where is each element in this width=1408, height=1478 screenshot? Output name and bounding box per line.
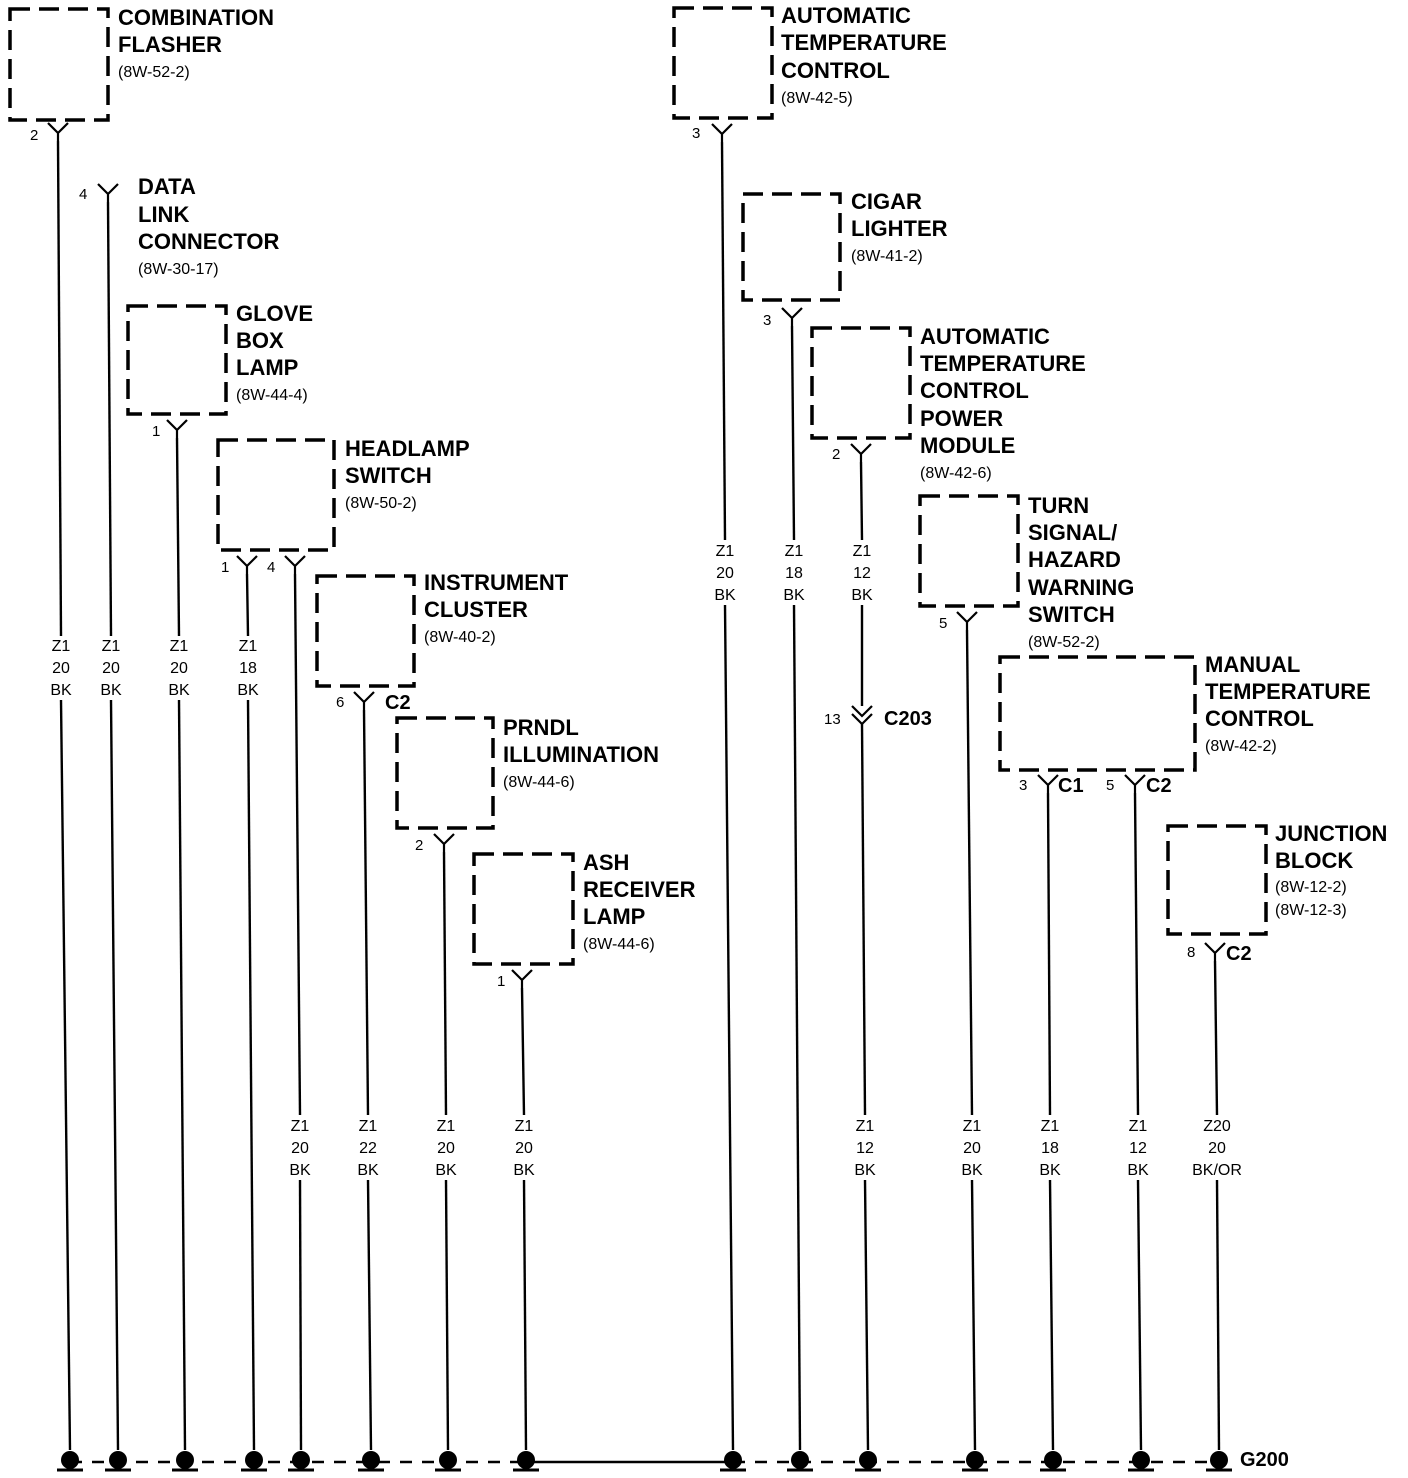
- c203-pin-number: 13: [824, 711, 841, 728]
- wire-color: BK: [1039, 1162, 1061, 1179]
- mtc-c1-pin-number: 3: [1019, 777, 1028, 794]
- headlamp-switch-box: [218, 440, 334, 550]
- wire-color: BK: [168, 682, 190, 699]
- prndl-pin-number: 2: [415, 837, 424, 854]
- wire-color: BK: [435, 1162, 457, 1179]
- splice-dot: [1132, 1451, 1150, 1469]
- atc-power-module-box: [812, 328, 910, 438]
- wire-gauge: 20: [437, 1140, 455, 1157]
- wire-line: [108, 202, 111, 636]
- wire-line: [300, 1180, 301, 1450]
- wire-color: BK: [961, 1162, 983, 1179]
- turn-signal-hazard-switch-box: [920, 496, 1018, 606]
- automatic-temperature-control-box: [674, 8, 772, 118]
- mtc-c2-pin-connector-icon: [1125, 775, 1145, 793]
- wire-circuit: Z1: [962, 1118, 982, 1135]
- cluster-connector-id: C2: [385, 692, 411, 714]
- prndl-illumination-label: PRNDL ILLUMINATION: [503, 715, 660, 767]
- wire-line: [248, 700, 254, 1450]
- prndl-illumination-box: [397, 718, 493, 828]
- wire-line: [444, 852, 446, 1115]
- manual-temperature-control-label: MANUAL TEMPERATURE CONTROL: [1205, 652, 1371, 731]
- junction-block-ref: (8W-12-2): [1275, 879, 1347, 896]
- wire-gauge: 20: [963, 1140, 981, 1157]
- wire-gauge: 22: [359, 1140, 377, 1157]
- data-link-connector-label: DATA LINK CONNECTOR: [138, 174, 280, 254]
- atc-pin-number: 3: [692, 125, 701, 142]
- mtc-c1-pin-connector-icon: [1038, 775, 1058, 793]
- splice-points: [57, 1451, 1232, 1470]
- flasher-pin-connector-icon: [48, 123, 68, 141]
- wire-gauge: 20: [52, 660, 70, 677]
- wire-circuit: Z1: [101, 638, 121, 655]
- automatic-temperature-control-ref: (8W-42-5): [781, 90, 853, 107]
- wire-line: [111, 700, 118, 1450]
- wire-line: [295, 574, 300, 1115]
- wire-circuit: Z20: [1203, 1118, 1231, 1135]
- splice-dot: [245, 1451, 263, 1469]
- jb-pin-connector-icon: [1205, 943, 1225, 961]
- wire-gauge: 20: [716, 565, 734, 582]
- wire-line: [1135, 793, 1138, 1115]
- wire-circuit: Z1: [290, 1118, 310, 1135]
- wire-line: [725, 605, 733, 1450]
- splice-dot: [109, 1451, 127, 1469]
- glove-pin-connector-icon: [167, 420, 187, 438]
- splice-dot: [966, 1451, 984, 1469]
- wire-color: BK: [854, 1162, 876, 1179]
- combination-flasher-ref: (8W-52-2): [118, 64, 190, 81]
- wire-color: BK: [513, 1162, 535, 1179]
- automatic-temperature-control-label: AUTOMATIC TEMPERATURE CONTROL: [781, 3, 947, 83]
- wire-gauge: 20: [291, 1140, 309, 1157]
- wire-line: [522, 988, 524, 1115]
- wire-line: [967, 630, 972, 1115]
- cluster-pin-connector-icon: [354, 692, 374, 710]
- jb-pin-number: 8: [1187, 944, 1196, 961]
- ash-pin-number: 1: [497, 973, 506, 990]
- cigar-pin-connector-icon: [782, 308, 802, 326]
- wire-circuit: Z1: [715, 543, 735, 560]
- headlamp-pin1-connector-icon: [237, 556, 257, 574]
- turn-pin-number: 5: [939, 615, 948, 632]
- wire-line: [792, 326, 794, 540]
- splice-dot: [292, 1451, 310, 1469]
- wire-line: [1217, 1180, 1219, 1450]
- wire-line: [1050, 1180, 1053, 1450]
- mtc-c2-pin-number: 5: [1106, 777, 1115, 794]
- cluster-pin-number: 6: [336, 694, 345, 711]
- wire-gauge: 18: [785, 565, 803, 582]
- headlamp-pin4-connector-icon: [285, 556, 305, 574]
- headlamp-switch-ref: (8W-50-2): [345, 495, 417, 512]
- turn-pin-connector-icon: [957, 612, 977, 630]
- wire-line: [524, 1180, 526, 1450]
- turn-signal-hazard-switch-label: TURN SIGNAL/ HAZARD WARNING SWITCH: [1028, 493, 1135, 627]
- wire-line: [862, 724, 865, 1115]
- wire-gauge: 18: [1041, 1140, 1059, 1157]
- splice-dot: [791, 1451, 809, 1469]
- combination-flasher-label: COMBINATION FLASHER: [118, 5, 275, 57]
- wire-line: [364, 710, 368, 1115]
- splice-dot: [724, 1451, 742, 1469]
- glove-pin-number: 1: [152, 423, 161, 440]
- wire-line: [1048, 793, 1050, 1115]
- wire-line: [722, 142, 725, 540]
- wire-line: [1215, 961, 1217, 1115]
- wire-color: BK: [1127, 1162, 1149, 1179]
- splice-dot: [859, 1451, 877, 1469]
- wire-line: [794, 605, 800, 1450]
- wire-color: BK: [237, 682, 259, 699]
- wire-line: [861, 462, 862, 540]
- instrument-cluster-ref: (8W-40-2): [424, 629, 496, 646]
- wire-circuit: Z1: [514, 1118, 534, 1135]
- wire-circuit: Z1: [238, 638, 258, 655]
- mtc-c2-connector-id: C2: [1146, 775, 1172, 797]
- prndl-illumination-ref: (8W-44-6): [503, 774, 575, 791]
- headlamp-pin4-number: 4: [267, 559, 276, 576]
- wire-circuit: Z1: [436, 1118, 456, 1135]
- wire-color: BK: [50, 682, 72, 699]
- c203-inline-connector-icon: [852, 706, 872, 724]
- splice-dot: [1210, 1451, 1228, 1469]
- ash-pin-connector-icon: [512, 970, 532, 988]
- junction-block-box: [1168, 826, 1266, 934]
- atc-pin-connector-icon: [712, 124, 732, 142]
- wire-line: [446, 1180, 448, 1450]
- combination-flasher-box: [10, 9, 108, 120]
- wire-gauge: 20: [102, 660, 120, 677]
- wire-color: BK: [100, 682, 122, 699]
- headlamp-switch-label: HEADLAMP SWITCH: [345, 436, 470, 488]
- splice-dot: [439, 1451, 457, 1469]
- wire-color: BK: [289, 1162, 311, 1179]
- wire-gauge: 12: [1129, 1140, 1147, 1157]
- wire-circuit: Z1: [358, 1118, 378, 1135]
- manual-temperature-control-ref: (8W-42-2): [1205, 738, 1277, 755]
- wire-color: BK: [714, 587, 736, 604]
- instrument-cluster-label: INSTRUMENT CLUSTER: [424, 570, 569, 622]
- cigar-lighter-label: CIGAR LIGHTER: [851, 189, 948, 241]
- wire-circuit: Z1: [51, 638, 71, 655]
- atc-power-module-label: AUTOMATIC TEMPERATURE CONTROL POWER MODULE: [920, 324, 1086, 458]
- glove-box-lamp-ref: (8W-44-4): [236, 387, 308, 404]
- wire-color: BK: [783, 587, 805, 604]
- ash-receiver-lamp-box: [474, 854, 573, 964]
- cigar-pin-number: 3: [763, 312, 772, 329]
- splice-dot: [1044, 1451, 1062, 1469]
- wire-line: [865, 1180, 868, 1450]
- wire-gauge: 12: [853, 565, 871, 582]
- headlamp-pin1-number: 1: [221, 559, 230, 576]
- ash-receiver-lamp-label: ASH RECEIVER LAMP: [583, 850, 696, 929]
- wire-line: [177, 438, 179, 636]
- instrument-cluster-box: [317, 576, 414, 686]
- wire-circuit: Z1: [169, 638, 189, 655]
- mtc-c1-connector-id: C1: [1058, 775, 1084, 797]
- dlc-pin-number: 4: [79, 186, 88, 203]
- jb-connector-id: C2: [1226, 943, 1252, 965]
- junction-block-ref-2: (8W-12-3): [1275, 902, 1347, 919]
- wire-gauge: 20: [170, 660, 188, 677]
- wire-line: [61, 700, 70, 1450]
- wire-line: [58, 141, 61, 636]
- glove-box-lamp-box: [128, 306, 226, 414]
- wire-line: [179, 700, 185, 1450]
- manual-temperature-control-box: [1000, 657, 1195, 770]
- splice-dot: [61, 1451, 79, 1469]
- wire-color: BK/OR: [1192, 1162, 1242, 1179]
- flasher-pin-number: 2: [30, 127, 39, 144]
- wire-line: [368, 1180, 371, 1450]
- wire-gauge: 20: [1208, 1140, 1226, 1157]
- junction-block-label: JUNCTION BLOCK: [1275, 821, 1388, 873]
- glove-box-lamp-label: GLOVE BOX LAMP: [236, 301, 314, 380]
- splice-dot: [362, 1451, 380, 1469]
- atcpm-pin-number: 2: [832, 446, 841, 463]
- atcpm-pin-connector-icon: [851, 444, 871, 462]
- cigar-lighter-ref: (8W-41-2): [851, 248, 923, 265]
- wire-circuit: Z1: [784, 543, 804, 560]
- wire-color: BK: [357, 1162, 379, 1179]
- wire-circuit: Z1: [852, 543, 872, 560]
- turn-signal-hazard-switch-ref: (8W-52-2): [1028, 634, 1100, 651]
- wire-gauge: 18: [239, 660, 257, 677]
- wire-gauge: 12: [856, 1140, 874, 1157]
- wire-color: BK: [851, 587, 873, 604]
- wire-line: [1138, 1180, 1141, 1450]
- splice-dot: [517, 1451, 535, 1469]
- wire-circuit: Z1: [855, 1118, 875, 1135]
- prndl-pin-connector-icon: [434, 834, 454, 852]
- wire-circuit: Z1: [1040, 1118, 1060, 1135]
- ground-label: G200: [1240, 1449, 1289, 1471]
- cigar-lighter-box: [743, 194, 840, 300]
- atc-power-module-ref: (8W-42-6): [920, 465, 992, 482]
- ash-receiver-lamp-ref: (8W-44-6): [583, 936, 655, 953]
- wire-gauge: 20: [515, 1140, 533, 1157]
- wire-line: [972, 1180, 975, 1450]
- splice-dot: [176, 1451, 194, 1469]
- dlc-pin-connector-icon: [98, 184, 118, 202]
- wire-line: [247, 574, 248, 636]
- data-link-connector-ref: (8W-30-17): [138, 261, 219, 278]
- c203-connector-id: C203: [884, 708, 932, 730]
- wire-circuit: Z1: [1128, 1118, 1148, 1135]
